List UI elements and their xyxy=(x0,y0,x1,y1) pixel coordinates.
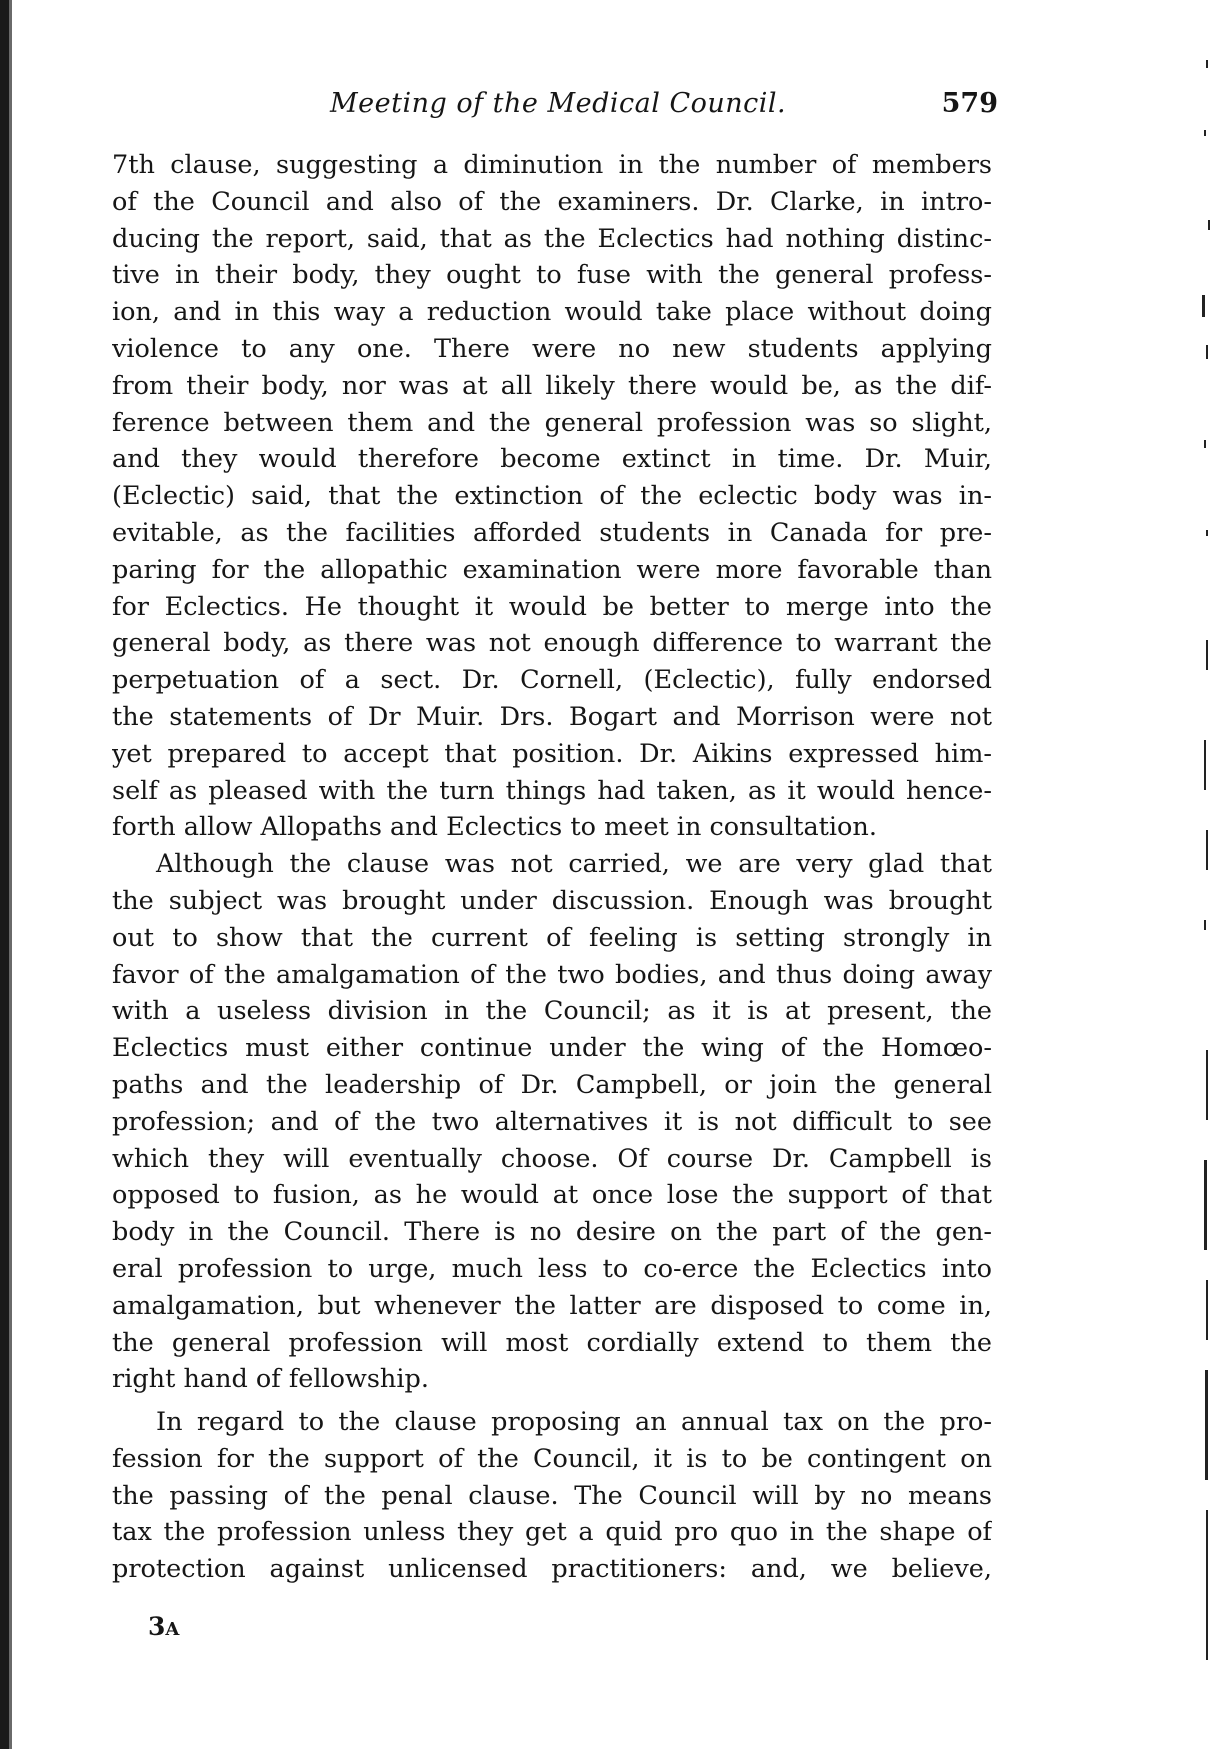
text-line: opposed to fusion, as he would at once lose the support of that xyxy=(112,1180,992,1211)
text-line: self as pleased with the turn things had taken, as it would hence- xyxy=(112,775,992,806)
text-line: general body, as there was not enough difference to warrant the xyxy=(112,628,992,659)
running-title: Meeting of the Medical Council. xyxy=(330,88,787,119)
text-line: perpetuation of a sect. Dr. Cornell, (Eclectic), fully endorsed xyxy=(112,665,992,696)
text-line: paring for the allopathic examination were more favorable than xyxy=(112,554,992,585)
text-line: Eclectics must either continue under the wing of the Homœo- xyxy=(112,1033,992,1064)
signature-mark xyxy=(148,1612,179,1641)
text-line: the passing of the penal clause. The Council will by no means xyxy=(112,1480,992,1511)
signature-number: 3 xyxy=(148,1612,166,1641)
text-line: the statements of Dr Muir. Drs. Bogart and Morrison were not xyxy=(112,701,992,732)
paragraph-3 xyxy=(112,1404,992,1588)
text-line: fession for the support of the Council, it is to be contingent on xyxy=(112,1443,992,1474)
text-line: favor of the amalgamation of the two bodies, and thus doing away xyxy=(112,959,992,990)
text-line: tax the profession unless they get a quid pro quo in the shape of xyxy=(112,1517,992,1548)
text-line: protection against unlicensed practitioners: and, we believe, xyxy=(112,1554,992,1585)
text-line: ion, and in this way a reduction would take place without doing xyxy=(112,297,992,328)
signature-letter: A xyxy=(165,1619,180,1640)
text-line: ducing the report, said, that as the Eclectics had nothing distinc- xyxy=(112,223,992,254)
text-line: Although the clause was not carried, we are very glad that xyxy=(156,849,992,880)
text-line: tive in their body, they ought to fuse with the general profess- xyxy=(112,260,992,291)
text-line: eral profession to urge, much less to co-erce the Eclectics into xyxy=(112,1253,992,1284)
text-line: of the Council and also of the examiners. Dr. Clarke, in intro- xyxy=(112,186,992,217)
text-line: which they will eventually choose. Of course Dr. Campbell is xyxy=(112,1143,992,1174)
text-line: out to show that the current of feeling is setting strongly in xyxy=(112,922,992,953)
binding-edge-shadow xyxy=(9,0,12,1749)
text-line: right hand of fellowship. xyxy=(112,1364,429,1395)
paragraph-1 xyxy=(112,147,992,846)
text-line: ference between them and the general profession was so slight, xyxy=(112,407,992,438)
page-header xyxy=(130,88,998,124)
text-line: profession; and of the two alternatives it is not difficult to see xyxy=(112,1106,992,1137)
text-line: and they would therefore become extinct in time. Dr. Muir, xyxy=(112,444,992,475)
text-line: the general profession will most cordially extend to them the xyxy=(112,1327,992,1358)
text-line: body in the Council. There is no desire on the part of the gen- xyxy=(112,1217,992,1248)
text-line: the subject was brought under discussion. Enough was brought xyxy=(112,885,992,916)
text-line: (Eclectic) said, that the extinction of the eclectic body was in- xyxy=(112,481,992,512)
text-line: from their body, nor was at all likely there would be, as the dif- xyxy=(112,370,992,401)
text-line: evitable, as the facilities afforded students in Canada for pre- xyxy=(112,517,992,548)
scan-edge-marks xyxy=(1200,40,1220,1740)
text-line: forth allow Allopaths and Eclectics to meet in consultation. xyxy=(112,812,877,843)
text-line: violence to any one. There were no new students applying xyxy=(112,333,992,364)
paragraph-2 xyxy=(112,846,992,1398)
text-line: with a useless division in the Council; as it is at present, the xyxy=(112,996,992,1027)
binding-edge xyxy=(0,0,9,1749)
text-line: for Eclectics. He thought it would be better to merge into the xyxy=(112,591,992,622)
text-line: In regard to the clause proposing an annual tax on the pro- xyxy=(156,1407,992,1438)
text-line: paths and the leadership of Dr. Campbell, or join the general xyxy=(112,1069,992,1100)
text-line: 7th clause, suggesting a diminution in the number of members xyxy=(112,150,992,180)
text-line: amalgamation, but whenever the latter are disposed to come in, xyxy=(112,1290,992,1321)
article-body xyxy=(112,147,992,1588)
page-number: 579 xyxy=(941,88,998,119)
text-line: yet prepared to accept that position. Dr. Aikins expressed him- xyxy=(112,738,992,769)
